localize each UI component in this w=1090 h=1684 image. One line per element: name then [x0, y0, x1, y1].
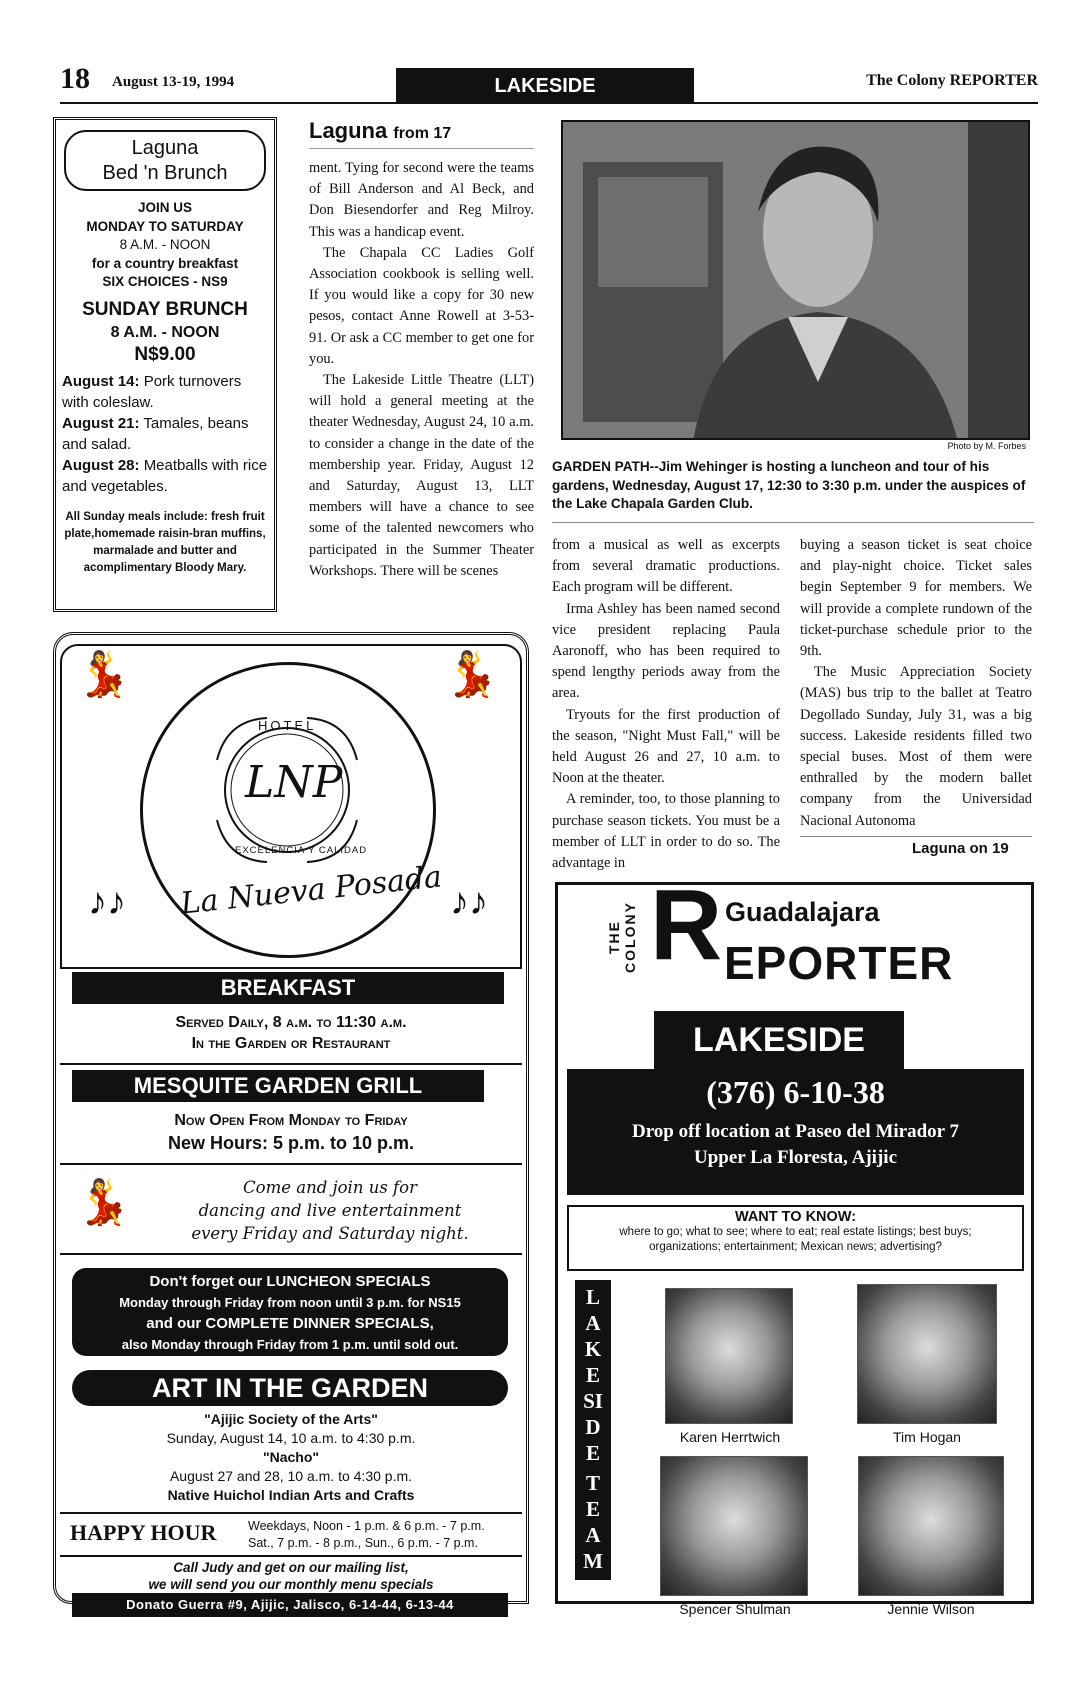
team-member-name: Tim Hogan [893, 1429, 961, 1445]
continued-jump: Laguna on 19 [912, 840, 1009, 857]
reporter-big-r: R [650, 869, 723, 981]
section-label: LAKESIDE [396, 68, 694, 104]
continued-rule [800, 836, 1032, 837]
art-garden-title: ART IN THE GARDEN [72, 1370, 508, 1406]
page-number: 18 [60, 62, 90, 95]
logo-name: La Nueva Posada [178, 859, 444, 922]
menu-item: August 21: Tamales, beans and salad. [62, 414, 249, 453]
lakeside-banner: LAKESIDE [654, 1011, 904, 1069]
bnb-title: Laguna Bed 'n Brunch [64, 130, 266, 191]
photo-credit: Photo by M. Forbes [947, 441, 1026, 451]
divider [60, 1253, 522, 1255]
happy-hour-times: Weekdays, Noon - 1 p.m. & 6 p.m. - 7 p.m. Sat., 7 p.m. - 8 p.m., Sun., 6 p.m. - 7 p.m. [248, 1519, 485, 1550]
divider [60, 1555, 522, 1557]
grill-info: Now Open From Monday to Friday New Hours: 5 p.m. to 10 p.m. [167, 1112, 415, 1153]
header-rule [60, 102, 1038, 104]
logo-hotel-word: HOTEL [258, 718, 317, 733]
dancers-icon: 💃 [76, 650, 131, 699]
dancers-icon: 💃 [76, 1178, 131, 1227]
issue-date: August 13-19, 1994 [112, 74, 235, 90]
divider [60, 1512, 522, 1514]
article-column-3: buying a season ticket is seat choice and play-night choice. Ticket sales begin September 9 for members. We will provide a complete rundown of the ticket-purchase schedule prior to the 9th. The Music Appreciation Society (MAS) bus trip to the ballet at Teatro Degollado Sunday, July 31, was a big success. Lakeside residents filled two special buses. Most of them were enthralled by the modern ballet company from the Universidad Nacional Autonoma [800, 537, 1032, 829]
music-notes-icon: ♪♪ [88, 881, 126, 923]
bnb-sunday-info: SUNDAY BRUNCH 8 A.M. - NOON N$9.00 [82, 298, 248, 365]
dancing-info: Come and join us for dancing and live entertainment every Friday and Saturday night. [191, 1178, 469, 1243]
lakeside-team-vertical: LAKESIDE TEAM [575, 1280, 611, 1580]
grill-title: MESQUITE GARDEN GRILL [72, 1070, 484, 1102]
bnb-weekday-info: JOIN US MONDAY TO SATURDAY 8 A.M. - NOON for a country breakfast SIX CHOICES - NS9 [86, 200, 244, 289]
photo-caption: GARDEN PATH--Jim Wehinger is hosting a luncheon and tour of his gardens, Wednesday, August 17, 12:30 to 3:30 p.m. under the auspices of the Lake Chapala Garden Club. [552, 459, 1026, 511]
music-notes-icon: ♪♪ [450, 881, 488, 923]
menu-item: August 14: Pork turnovers with coleslaw. [62, 372, 242, 411]
headline-rule [309, 148, 534, 149]
article-headline: Laguna from 17 [309, 118, 452, 143]
article-column-1: ment. Tying for second were the teams of Bill Anderson and Al Beck, and Don Biesendorfer and Reg Milroy. This was a handicap event. The Chapala CC Ladies Golf Association cookbook is selling well. If you would like a copy for 30 new pesos, contact Anne Rowell at 3-53-91. Or ask a CC member to get one for you. The Lakeside Little Theatre (LLT) will hold a general meeting at the theater Wednesday, August 24, 10 a.m. to consider a change in the date of the membership year. Friday, August 12 and Saturday, August 13, LLT members will have a chance to see some of the talented newcomers who participated in the Summer Theater Workshops. There will be scenes [309, 160, 534, 579]
bed-n-brunch-ad [53, 117, 277, 612]
bnb-menu [62, 371, 268, 497]
happy-hour-title: HAPPY HOUR [70, 1520, 217, 1545]
colony-vertical-label: THE COLONY [606, 901, 638, 973]
team-member-name: Jennie Wilson [887, 1601, 975, 1617]
breakfast-info: Served Daily, 8 a.m. to 11:30 a.m. In the Garden or Restaurant [175, 1014, 407, 1052]
article-column-2: from a musical as well as excerpts from several dramatic productions. Each program will be different. Irma Ashley has been named second vice president replacing Paula Aaronoff, who has been required to spend lengthy periods away from the area. Tryouts for the first production of the season, "Night Must Fall," will be held August 26 and 27, 10 a.m. to Noon at the theater. A reminder, too, to those planning to purchase season tickets. You must be a member of LLT in order to do so. The advantage in [552, 537, 780, 872]
menu-item: August 28: Meatballs with rice and vegetables. [62, 456, 268, 495]
divider [60, 1163, 522, 1165]
team-photo [858, 1456, 1004, 1596]
bnb-note: All Sunday meals include: fresh fruit plate,homemade raisin-bran muffins, marmalade and butter and acomplimentary Bloody Mary. [64, 510, 266, 574]
garden-path-photo [561, 120, 1030, 440]
want-to-know-box: WANT TO KNOW: where to go; what to see; where to eat; real estate listings; best buys; organizations; entertainment; Mexican news; advertising? [567, 1205, 1024, 1271]
caption-rule [552, 522, 1034, 523]
team-photo [660, 1456, 808, 1596]
publication-name: The Colony REPORTER [866, 72, 1038, 89]
divider [60, 1063, 522, 1065]
art-garden-info: "Ajijic Society of the Arts" Sunday, August 14, 10 a.m. to 4:30 p.m. "Nacho" August 27 and 28, 10 a.m. to 4:30 p.m. Native Huichol Indian Arts and Crafts [166, 1411, 416, 1503]
reporter-city: Guadalajara [725, 897, 880, 927]
reporter-word: EPORTER [724, 937, 954, 989]
team-photo [857, 1284, 997, 1424]
specials-panel: Don't forget our LUNCHEON SPECIALS Monday through Friday from noon until 3 p.m. for NS15 and our COMPLETE DINNER SPECIALS, also Monday through Friday from 1 p.m. until sold out. [72, 1268, 508, 1356]
breakfast-title: BREAKFAST [72, 972, 504, 1004]
hotel-address: Donato Guerra #9, Ajijic, Jalisco, 6-14-44, 6-13-44 [72, 1593, 508, 1617]
team-member-name: Spencer Shulman [679, 1601, 791, 1617]
portrait-illustration [563, 122, 1030, 440]
dropoff-panel: (376) 6-10-38 Drop off location at Paseo del Mirador 7 Upper La Floresta, Ajijic [567, 1069, 1024, 1195]
logo-motto: EXCELENCIA Y CALIDAD [235, 845, 368, 856]
mailing-list-info: Call Judy and get on our mailing list, we will send you our monthly menu specials [148, 1560, 434, 1592]
team-photo [665, 1288, 793, 1424]
dancers-icon: 💃 [444, 650, 499, 699]
logo-monogram: LNP [245, 757, 343, 808]
team-member-name: Karen Herrtwich [679, 1429, 781, 1445]
